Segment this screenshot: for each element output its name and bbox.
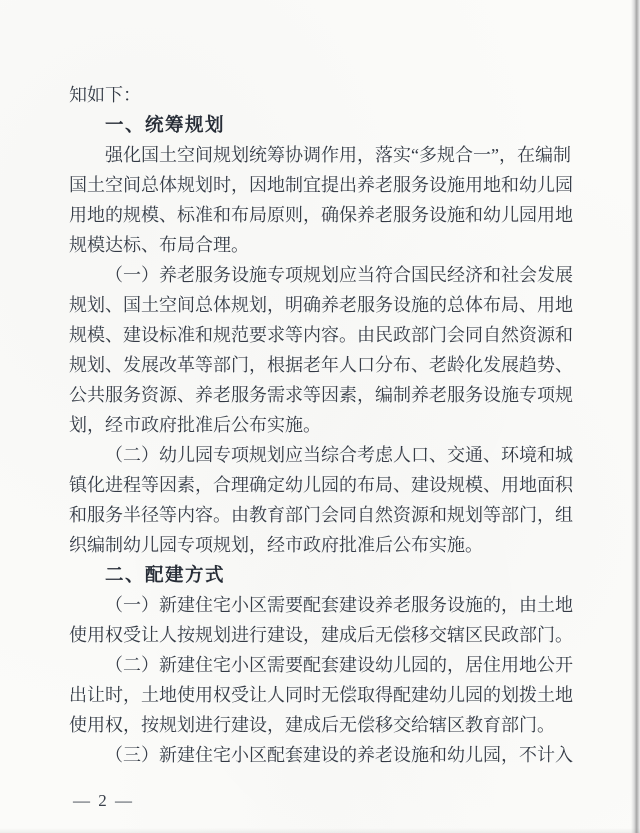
text-line: （一）养老服务设施专项规划应当符合国民经济和社会发展	[105, 265, 573, 285]
text-line: 国土空间总体规划时，因地制宜提出养老服务设施用地和幼儿园	[69, 175, 573, 195]
text-line: 规划、国土空间总体规划，明确养老服务设施的总体布局、用地	[69, 295, 573, 315]
text-line: 规模、建设标准和规范要求等内容。由民政部门会同自然资源和	[69, 325, 573, 345]
text-line: 强化国土空间规划统筹协调作用，落实“多规合一”，在编制	[105, 145, 571, 165]
section-heading: 一、统筹规划	[105, 114, 226, 135]
text-line: 公共服务资源、养老服务需求等因素，编制养老服务设施专项规	[69, 385, 573, 405]
text-line: 镇化进程等因素，合理确定幼儿园的布局、建设规模、用地面积	[69, 475, 573, 495]
text-line: 用地的规模、标准和布局原则，确保养老服务设施和幼儿园用地	[69, 205, 573, 225]
section-heading: 二、配建方式	[105, 564, 226, 585]
text-line: 使用权，按规划进行建设，建成后无偿移交给辖区教育部门。	[69, 715, 555, 735]
text-line: 规模达标、布局合理。	[69, 235, 249, 255]
text-line: （二）新建住宅小区需要配套建设幼儿园的，居住用地公开	[105, 655, 573, 675]
text-line: 出让时，土地使用权受让人同时无偿取得配建幼儿园的划拨土地	[69, 685, 573, 705]
text-line: 织编制幼儿园专项规划，经市政府批准后公布实施。	[69, 535, 483, 555]
text-line: 规划、发展改革等部门，根据老年人口分布、老龄化发展趋势、	[69, 355, 573, 375]
text-line: 使用权受让人按规划进行建设，建成后无偿移交辖区民政部门。	[69, 625, 573, 645]
text-line: 划，经市政府批准后公布实施。	[69, 415, 321, 435]
scan-edge-shadow-bottom	[0, 828, 640, 833]
text-line: 和服务半径等内容。由教育部门会同自然资源和规划等部门，组	[69, 505, 573, 525]
scan-edge-shadow-right	[631, 0, 640, 833]
document-body	[69, 80, 577, 770]
text-line: （二）幼儿园专项规划应当综合考虑人口、交通、环境和城	[105, 445, 573, 465]
text-line: （一）新建住宅小区需要配套建设养老服务设施的，由土地	[105, 595, 573, 615]
text-line: （三）新建住宅小区配套建设的养老设施和幼儿园，不计入	[105, 745, 573, 765]
text-line: 知如下：	[69, 85, 141, 105]
page-number: — 2 —	[73, 791, 134, 810]
